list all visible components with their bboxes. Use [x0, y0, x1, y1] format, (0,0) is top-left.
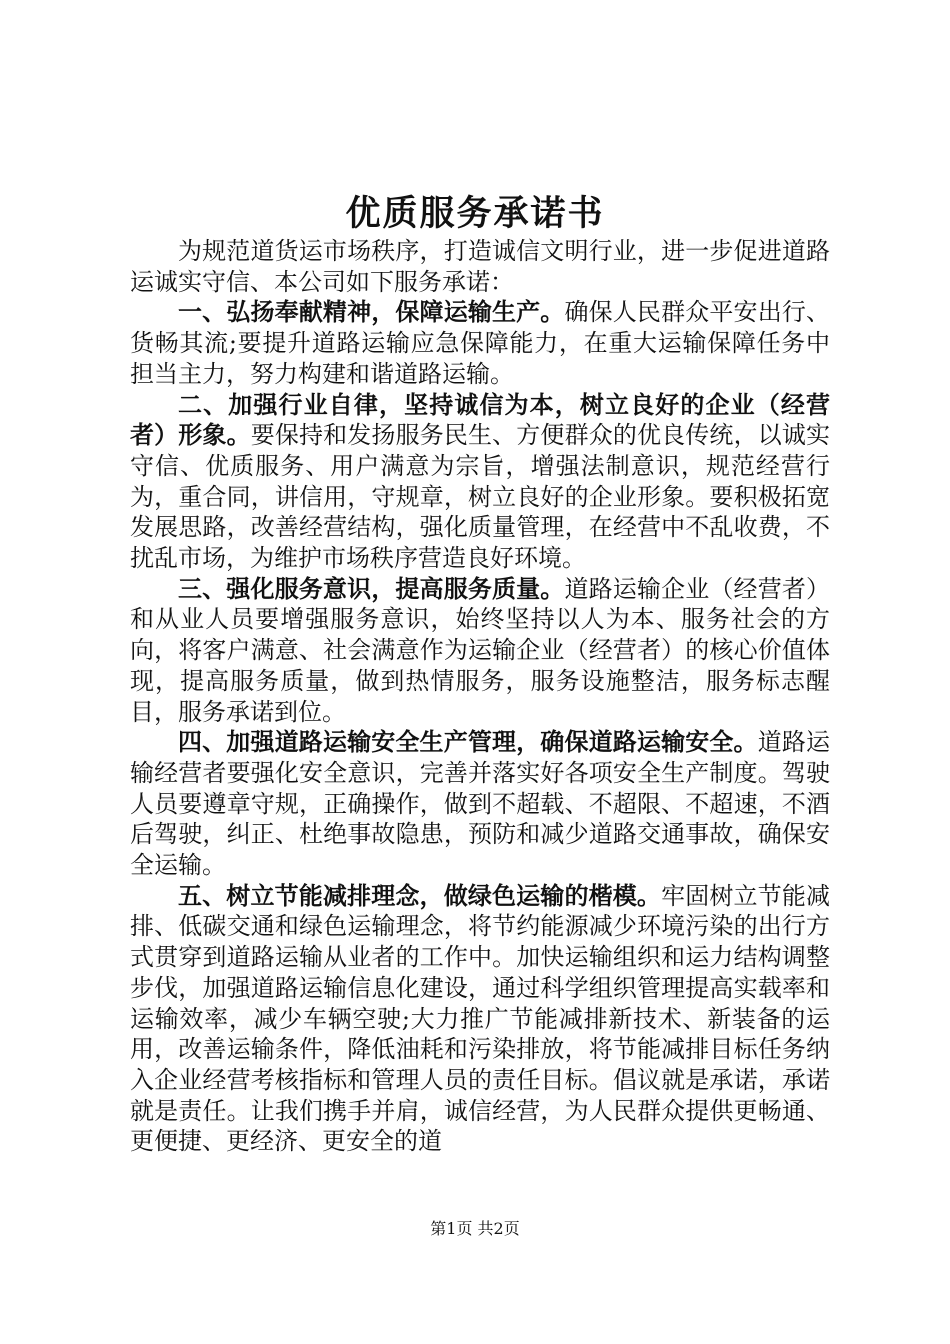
section-text-2: 要保持和发扬服务民生、方便群众的优良传统，以诚实守信、优质服务、用户满意为宗旨，增强法制意识，规范经营行为，重合同，讲信用，守规章，树立良好的企业形象。要积极拓宽发展思路，改善经营结构，强化质量管理，在经营中不乱收费，不扰乱市场，为维护市场秩序营造良好环境。 — [130, 421, 831, 573]
section-heading-5: 五、树立节能减排理念，做绿色运输的楷模。 — [178, 880, 662, 910]
section-heading-3: 三、强化服务意识，提高服务质量。 — [178, 573, 565, 603]
intro-paragraph: 为规范道货运市场秩序，打造诚信文明行业，进一步促进道路运诚实守信、本公司如下服务承诺： — [130, 237, 830, 296]
section-paragraph-3 — [130, 574, 830, 728]
document-title: 优质服务承诺书 — [345, 193, 605, 234]
section-paragraph-2 — [130, 390, 830, 574]
section-text-5: 牢固树立节能减排、低碳交通和绿色运输理念，将节约能源减少环境污染的出行方式贯穿到道路运输从业者的工作中。加快运输组织和运力结构调整步伐，加强道路运输信息化建设，通过科学组织管理提高实载率和运输效率，减少车辆空驶;大力推广节能减排新技术、新装备的运用，改善运输条件，降低油耗和污染排放，将节能减排目标任务纳入企业经营考核指标和管理人员的责任目标。倡议就是承诺，承诺就是责任。让我们携手并肩，诚信经营，为人民群众提供更畅通、更便捷、更经济、更安全的道 — [130, 881, 831, 1156]
section-paragraph-5 — [130, 881, 830, 1157]
section-heading-4: 四、加强道路运输安全生产管理，确保道路运输安全。 — [178, 727, 758, 757]
section-text-4: 道路运输经营者要强化安全意识，完善并落实好各项安全生产制度。驾驶人员要遵章守规，正确操作，做到不超载、不超限、不超速，不酒后驾驶，纠正、杜绝事故隐患，预防和减少道路交通事故，确保安全运输。 — [130, 728, 831, 880]
page-footer: 第1页 共2页 — [430, 1219, 520, 1238]
section-heading-1: 一、弘扬奉献精神，保障运输生产。 — [178, 297, 565, 327]
section-paragraph-1 — [130, 297, 830, 389]
section-text-1: 确保人民群众平安出行、货畅其流;要提升道路运输应急保障能力，在重大运输保障任务中担当主力，努力构建和谐道路运输。 — [130, 298, 831, 388]
section-heading-2: 二、加强行业自律，坚持诚信为本，树立良好的企业（经营者）形象。 — [130, 389, 830, 450]
document-body — [130, 236, 830, 1157]
section-paragraph-4 — [130, 727, 830, 881]
section-text-3: 道路运输企业（经营者）和从业人员要增强服务意识，始终坚持以人为本、服务社会的方向，将客户满意、社会满意作为运输企业（经营者）的核心价值体现，提高服务质量，做到热情服务，服务设施整洁，服务标志醒目，服务承诺到位。 — [130, 574, 831, 726]
